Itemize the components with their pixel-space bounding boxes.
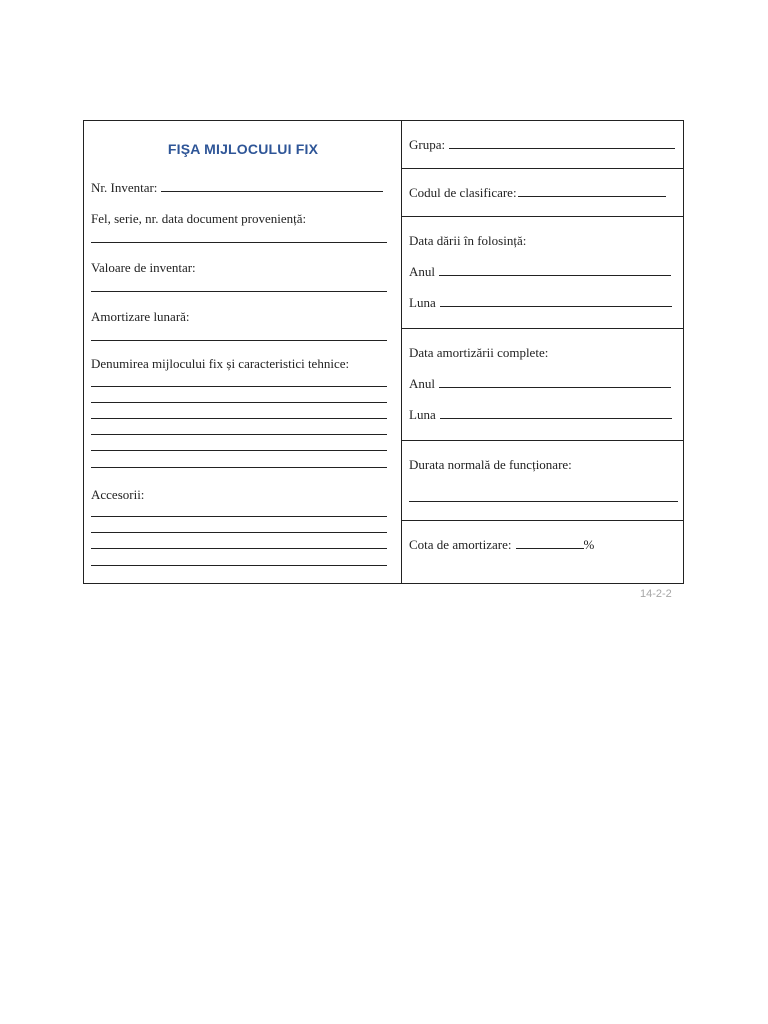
- denumire-field-line[interactable]: [91, 418, 387, 419]
- durata-cell: [402, 441, 683, 521]
- data-amortizarii-anul-label: Anul: [409, 376, 435, 391]
- nr-inventar-field[interactable]: [161, 181, 383, 192]
- denumire-label: Denumirea mijlocului fix și caracteristici tehnice:: [91, 356, 350, 371]
- denumire-field-line[interactable]: [91, 386, 387, 387]
- cota-row: [409, 537, 594, 553]
- amortizare-lunara-field[interactable]: [91, 340, 387, 341]
- data-darii-anul-field[interactable]: [439, 265, 671, 276]
- denumire-field-line[interactable]: [91, 402, 387, 403]
- data-amortizarii-label: Data amortizării complete:: [409, 345, 549, 360]
- data-darii-anul-row: [409, 264, 671, 280]
- grupa-cell: [402, 121, 683, 169]
- durata-field[interactable]: [409, 501, 678, 502]
- data-amortizarii-anul-row: [409, 376, 671, 392]
- data-darii-luna-row: [409, 295, 672, 311]
- valoare-field[interactable]: [91, 291, 387, 292]
- denumire-field-line[interactable]: [91, 467, 387, 468]
- accesorii-field-line[interactable]: [91, 532, 387, 533]
- data-amortizarii-luna-label: Luna: [409, 407, 436, 422]
- provenienta-field[interactable]: [91, 242, 387, 243]
- data-darii-anul-label: Anul: [409, 264, 435, 279]
- data-amortizarii-luna-field[interactable]: [440, 408, 672, 419]
- data-amortizarii-anul-field[interactable]: [439, 377, 671, 388]
- data-darii-cell: [402, 217, 683, 329]
- grupa-row: [409, 137, 675, 153]
- form-code: 14-2-2: [640, 588, 672, 600]
- grupa-label: Grupa:: [409, 137, 446, 152]
- grupa-field[interactable]: [449, 138, 675, 149]
- accesorii-field-line[interactable]: [91, 548, 387, 549]
- codul-row: [409, 185, 666, 201]
- data-darii-luna-label: Luna: [409, 295, 436, 310]
- data-amortizarii-cell: [402, 329, 683, 441]
- codul-field[interactable]: [518, 186, 666, 197]
- nr-inventar-row: [91, 180, 383, 196]
- nr-inventar-label: Nr. Inventar:: [91, 180, 158, 195]
- cota-unit: %: [583, 537, 595, 552]
- provenienta-label: Fel, serie, nr. data document proveniență:: [91, 211, 307, 226]
- accesorii-field-line[interactable]: [91, 516, 387, 517]
- valoare-label: Valoare de inventar:: [91, 260, 196, 275]
- cota-label: Cota de amortizare:: [409, 537, 512, 552]
- data-amortizarii-luna-row: [409, 407, 672, 423]
- right-column: [402, 121, 683, 583]
- fixed-asset-card: [83, 120, 684, 584]
- codul-label: Codul de clasificare:: [409, 185, 517, 200]
- data-darii-label: Data dării în folosință:: [409, 233, 527, 248]
- amortizare-lunara-label: Amortizare lunară:: [91, 309, 190, 324]
- cota-field[interactable]: [516, 538, 584, 549]
- denumire-field-line[interactable]: [91, 434, 387, 435]
- form-title: FIŞA MIJLOCULUI FIX: [167, 141, 319, 157]
- durata-label: Durata normală de funcționare:: [409, 457, 572, 472]
- left-column: [84, 121, 402, 583]
- accesorii-field-line[interactable]: [91, 565, 387, 566]
- cota-cell: [402, 521, 683, 583]
- codul-cell: [402, 169, 683, 217]
- accesorii-label: Accesorii:: [91, 487, 145, 502]
- data-darii-luna-field[interactable]: [440, 296, 672, 307]
- denumire-field-line[interactable]: [91, 450, 387, 451]
